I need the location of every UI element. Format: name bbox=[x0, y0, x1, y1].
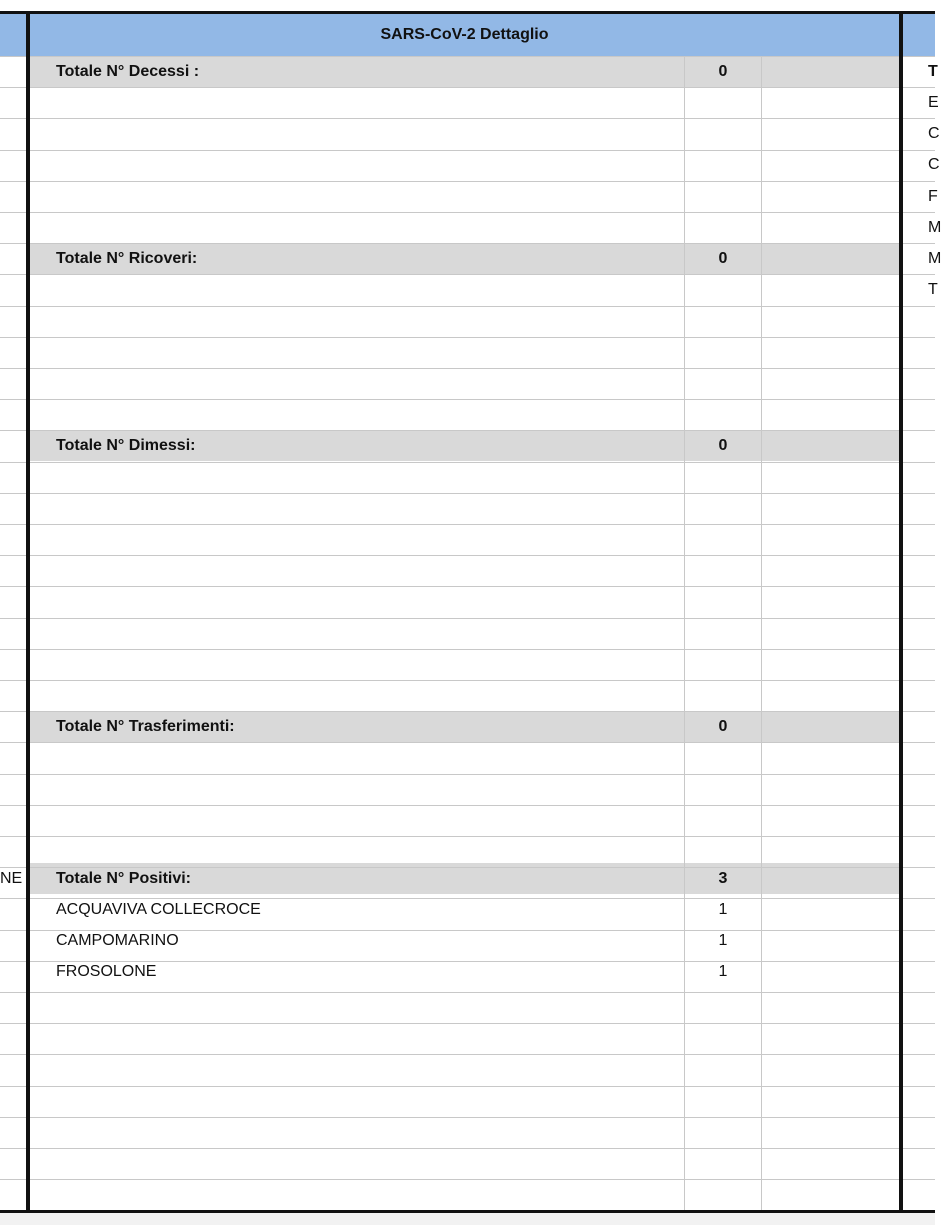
positivi-row-count: 1 bbox=[718, 963, 728, 980]
right-partial-4: F bbox=[928, 188, 938, 205]
section-total-trasferimenti: 0 bbox=[718, 718, 728, 735]
grid-row-line bbox=[0, 680, 935, 681]
grid-row-line bbox=[0, 618, 935, 619]
grid-row-line bbox=[0, 462, 935, 463]
column-divider-extra bbox=[761, 56, 762, 1213]
right-partial-3: C bbox=[928, 156, 940, 173]
grid-row-line bbox=[0, 524, 935, 525]
grid-row-line bbox=[0, 805, 935, 806]
grid-row-line bbox=[0, 1023, 935, 1024]
grid-row-line bbox=[0, 649, 935, 650]
grid-row-line bbox=[0, 212, 935, 213]
positivi-row-name: FROSOLONE bbox=[56, 963, 157, 980]
section-label-positivi: Totale N° Positivi: bbox=[56, 870, 192, 887]
right-partial-0: T bbox=[928, 63, 938, 80]
positivi-row-name: ACQUAVIVA COLLECROCE bbox=[56, 901, 261, 918]
left-panel-border bbox=[26, 11, 30, 1213]
grid-row-line bbox=[0, 306, 935, 307]
section-total-ricoveri: 0 bbox=[718, 250, 728, 267]
grid-row-line bbox=[0, 1148, 935, 1149]
grid-row-line bbox=[0, 150, 935, 151]
positivi-row-count: 1 bbox=[718, 932, 728, 949]
right-panel-border bbox=[899, 11, 903, 1213]
positivi-row-count: 1 bbox=[718, 901, 728, 918]
right-partial-5: M bbox=[928, 219, 941, 236]
section-label-ricoveri: Totale N° Ricoveri: bbox=[56, 250, 198, 267]
left-column-fragment: NE bbox=[0, 870, 23, 887]
section-total-decessi: 0 bbox=[718, 63, 728, 80]
grid-row-line bbox=[0, 774, 935, 775]
grid-row-line bbox=[0, 1117, 935, 1118]
grid-row-line bbox=[0, 181, 935, 182]
section-label-dimessi: Totale N° Dimessi: bbox=[56, 437, 196, 454]
section-label-trasferimenti: Totale N° Trasferimenti: bbox=[56, 718, 235, 735]
section-total-positivi: 3 bbox=[718, 870, 728, 887]
column-divider-count bbox=[684, 56, 685, 1213]
grid-row-line bbox=[0, 1179, 935, 1180]
bottom-scroll-area bbox=[0, 1213, 935, 1225]
grid-row-line bbox=[0, 87, 935, 88]
grid-row-line bbox=[0, 836, 935, 837]
grid-row-line bbox=[0, 555, 935, 556]
right-partial-1: E bbox=[928, 94, 939, 111]
grid-row-line bbox=[0, 368, 935, 369]
bottom-border bbox=[0, 1210, 935, 1213]
grid-row-line bbox=[0, 399, 935, 400]
right-partial-6: M bbox=[928, 250, 941, 267]
positivi-row-name: CAMPOMARINO bbox=[56, 932, 179, 949]
grid-row-line bbox=[0, 586, 935, 587]
grid-row-line bbox=[0, 337, 935, 338]
grid-row-line bbox=[0, 274, 935, 275]
section-label-decessi: Totale N° Decessi : bbox=[56, 63, 200, 80]
right-partial-7: T bbox=[928, 281, 938, 298]
grid-row-line bbox=[0, 118, 935, 119]
grid-row-line bbox=[0, 1086, 935, 1087]
grid-row-line bbox=[0, 742, 935, 743]
top-border bbox=[0, 11, 935, 14]
grid-row-line bbox=[0, 992, 935, 993]
grid-row-line bbox=[0, 1054, 935, 1055]
grid-row-line bbox=[0, 493, 935, 494]
right-partial-2: C bbox=[928, 125, 940, 142]
section-total-dimessi: 0 bbox=[718, 437, 728, 454]
header-title: SARS-CoV-2 Dettaglio bbox=[380, 26, 549, 43]
